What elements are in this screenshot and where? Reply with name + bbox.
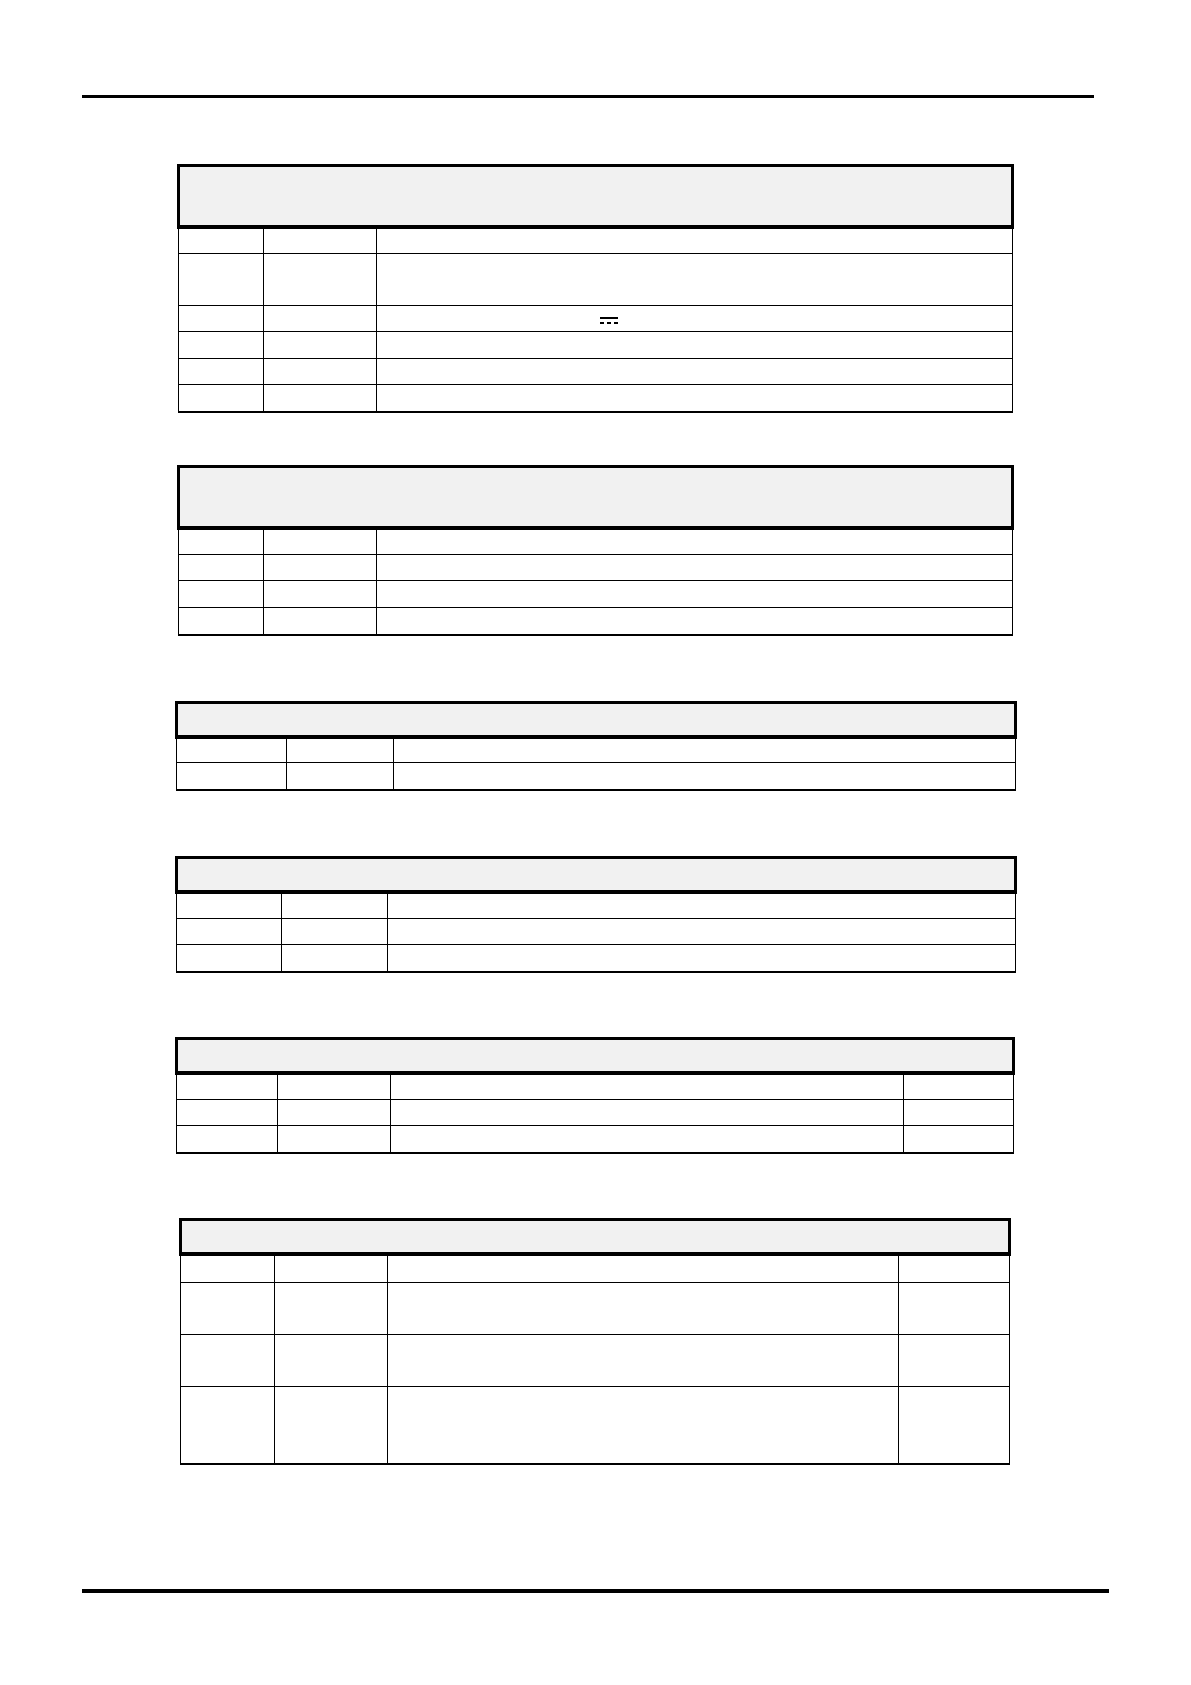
table-1: [177, 164, 1014, 413]
table-row: [177, 1126, 1014, 1153]
table-row: [181, 1387, 1010, 1464]
table-row: [179, 581, 1013, 608]
table-row: [177, 763, 1016, 790]
table-6: [179, 1218, 1011, 1465]
table-3-header: [177, 703, 1016, 737]
footer-rule: [82, 1589, 1109, 1593]
table-row: [177, 737, 1016, 763]
table-row: [179, 227, 1013, 254]
table-row: [181, 1335, 1010, 1387]
header-rule: [82, 95, 1094, 98]
table-2: [177, 465, 1014, 636]
table-4-header: [177, 858, 1016, 892]
table-row: [181, 1254, 1010, 1283]
table-row: [179, 254, 1013, 306]
table-4: [175, 856, 1017, 973]
table-row: [179, 332, 1013, 359]
table-row: [179, 359, 1013, 385]
table-row: [177, 1073, 1014, 1100]
table-3: [175, 701, 1017, 791]
table-row: [177, 945, 1016, 972]
direct-current-icon: [600, 317, 618, 325]
table-row: [181, 1283, 1010, 1335]
table-row: [179, 608, 1013, 635]
table-5-header: [177, 1039, 1014, 1073]
table-row: [179, 555, 1013, 581]
table-row: [177, 892, 1016, 919]
table-row: [177, 919, 1016, 945]
table-row: [179, 306, 1013, 332]
table-6-header: [181, 1220, 1010, 1254]
table-row: [179, 528, 1013, 555]
table-row: [177, 1100, 1014, 1126]
table-1-header: [179, 166, 1013, 227]
table-5: [175, 1037, 1015, 1154]
table-2-header: [179, 467, 1013, 528]
table-row: [179, 385, 1013, 412]
